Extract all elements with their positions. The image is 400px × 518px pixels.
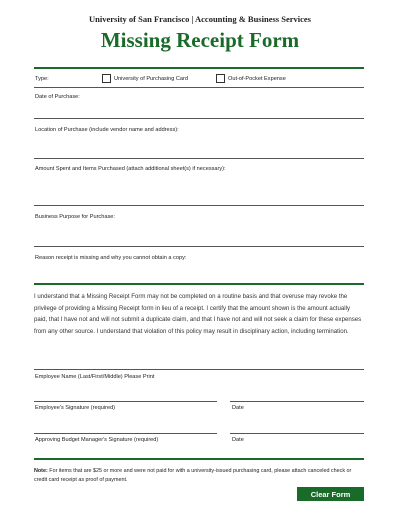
employee-date-field[interactable] <box>230 401 364 402</box>
certification-statement: I understand that a Missing Receipt Form may not be completed on a routine basis and that overuse may revoke the privilege of providing a Missing Receipt form in lieu of a receipt. I certify that the amount shown is the amount actually paid, that I have not and will not submit a duplicate claim, and that I have not and will not seek a claim for these expenses from any other source. I understand that violation of this policy may result in disciplinary action, including termination. <box>34 293 362 335</box>
date-of-purchase-label: Date of Purchase: <box>35 94 80 100</box>
out-of-pocket-checkbox[interactable] <box>216 74 225 83</box>
clear-form-button[interactable]: Clear Form <box>297 487 364 501</box>
organization-heading: University of San Francisco | Accounting & Business Services <box>89 14 311 24</box>
date-of-purchase-field[interactable] <box>34 118 364 119</box>
business-purpose-label: Business Purpose for Purchase: <box>35 214 115 220</box>
bottom-divider <box>34 458 364 460</box>
manager-date-field[interactable] <box>230 433 364 434</box>
location-field[interactable] <box>34 158 364 159</box>
manager-signature-label: Approving Budget Manager's Signature (required) <box>35 437 159 443</box>
purchasing-card-label: University of Purchasing Card <box>114 76 188 82</box>
employee-name-label: Employee Name (Last/First/Middle) Please Print <box>35 374 155 380</box>
type-underline <box>34 87 364 88</box>
reason-label: Reason receipt is missing and why you cannot obtain a copy: <box>35 255 187 261</box>
purchasing-card-checkbox[interactable] <box>102 74 111 83</box>
manager-date-label: Date <box>232 437 244 443</box>
note-label: Note: <box>34 468 48 474</box>
amount-field[interactable] <box>34 205 364 206</box>
out-of-pocket-label: Out-of-Pocket Expense <box>228 76 286 82</box>
reason-field-divider[interactable] <box>34 283 364 285</box>
top-divider <box>34 67 364 69</box>
business-purpose-field[interactable] <box>34 246 364 247</box>
form-title: Missing Receipt Form <box>100 28 300 52</box>
location-label: Location of Purchase (include vendor name and address): <box>35 127 179 133</box>
amount-label: Amount Spent and Items Purchased (attach additional sheet(s) if necessary): <box>35 166 226 172</box>
note-text: For items that are $25 or more and were not paid for with a university-issued purchasing card, please attach canceled check or credit card receipt as proof of payment. <box>34 468 352 483</box>
employee-signature-label: Employee's Signature (required) <box>35 405 116 411</box>
payment-note <box>34 467 364 484</box>
type-label: Type: <box>35 76 49 82</box>
employee-signature-field[interactable] <box>34 401 217 402</box>
employee-name-field[interactable] <box>34 369 364 370</box>
manager-signature-field[interactable] <box>34 433 217 434</box>
employee-date-label: Date <box>232 405 244 411</box>
